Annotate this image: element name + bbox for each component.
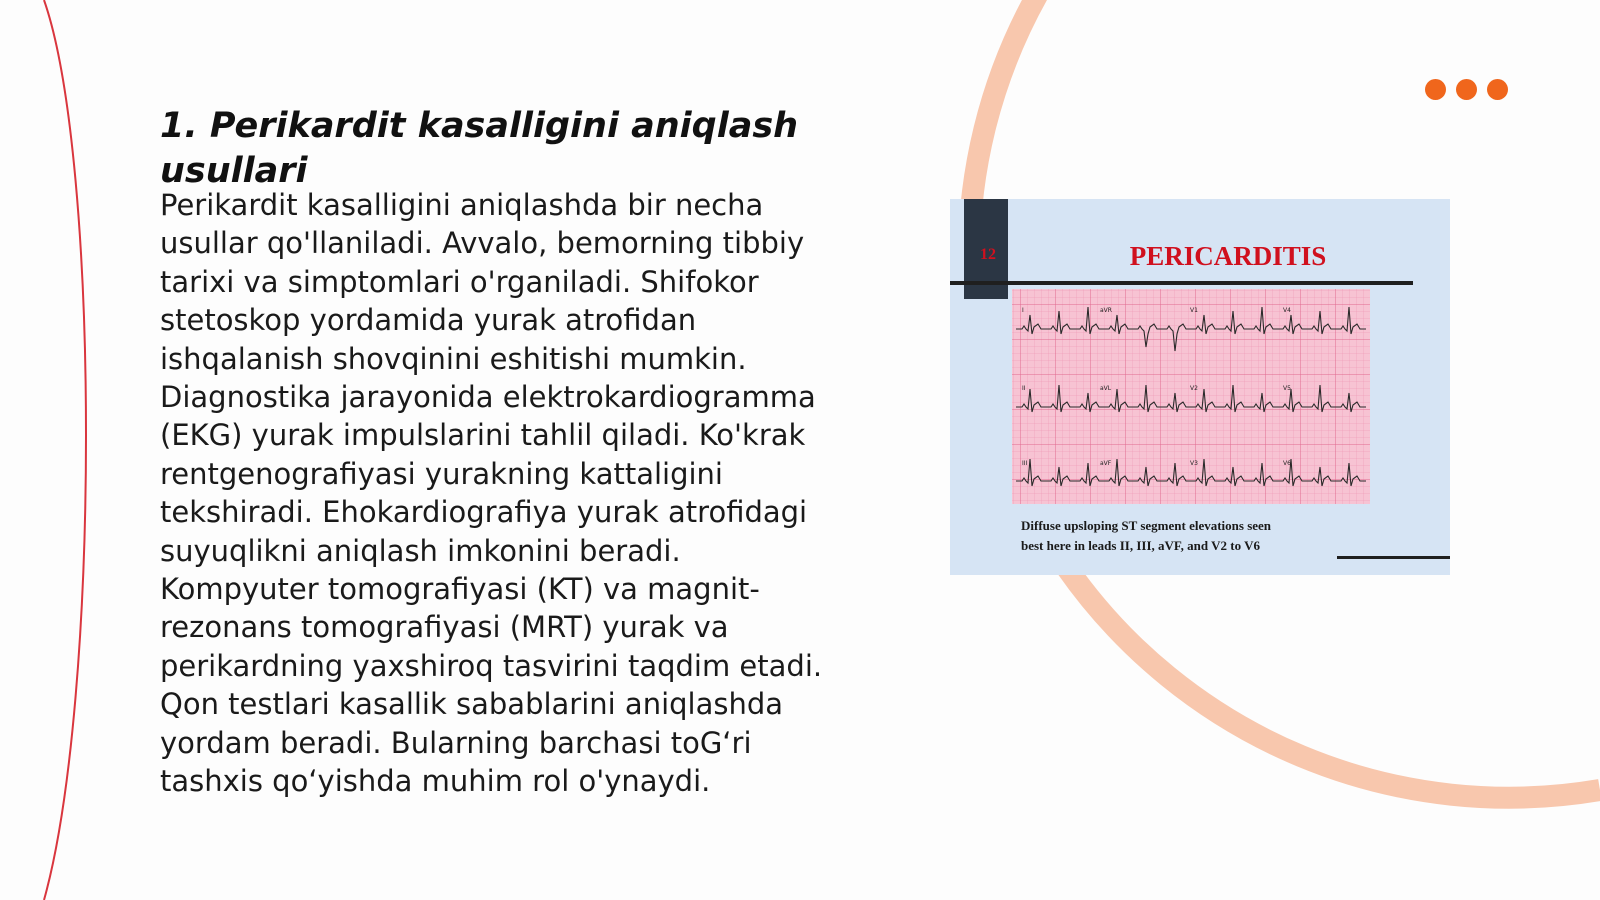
lead-label: aVF	[1100, 460, 1112, 467]
lead-label: V5	[1283, 385, 1291, 392]
lead-label: aVL	[1100, 385, 1112, 392]
figure-title: PERICARDITIS	[1129, 241, 1327, 271]
three-dots-icon	[1425, 79, 1515, 101]
ecg-figure	[950, 199, 1450, 575]
lead-label: V3	[1190, 460, 1198, 467]
lead-label: V1	[1190, 307, 1198, 314]
figure-caption-line-1: Diffuse upsloping ST segment elevations seen	[1021, 518, 1272, 533]
lead-label: II	[1022, 385, 1026, 392]
lead-label: I	[1022, 307, 1024, 314]
figure-slide-number: 12	[980, 246, 996, 263]
slide-body-text: Perikardit kasalligini aniqlashda bir necha usullar qo'llaniladi. Avvalo, bemorning tibbiy tarixi va simptomlari o'rganiladi. Shifokor stetoskop yordamida yurak atrofidan ishqalanish shovqinini eshitishi mumkin. Diagnostika jarayonida elektrokardiogramma (EKG) yurak impulslarini tahlil qiladi. Ko'krak rentgenografiyasi yurakning kattaligini tekshiradi. Ehokardiografiya yurak atrofidagi suyuqlikni aniqlash imkonini beradi. Kompyuter tomografiyasi (KT) va magnit-rezonans tomografiyasi (MRT) yurak va perikardning yaxshiroq tasvirini taqdim etadi. Qon testlari kasallik sabablarini aniqlashda yordam beradi. Bularning barchasi toG‘ri tashxis qo‘yishda muhim rol o'ynaydi.	[160, 188, 823, 799]
dot-3	[1487, 79, 1508, 100]
figure-caption-line-2: best here in leads II, III, aVF, and V2 to V6	[1021, 538, 1260, 553]
lead-label: V4	[1283, 307, 1291, 314]
ecg-grid	[1012, 289, 1370, 504]
dot-2	[1456, 79, 1477, 100]
figure-title-rule	[950, 281, 1413, 285]
slide-title: 1. Perikardit kasalligini aniqlash usullari	[160, 106, 799, 191]
lead-label: V6	[1283, 460, 1291, 467]
dot-1	[1425, 79, 1446, 100]
left-accent-line	[44, 0, 86, 900]
figure-caption-rule	[1337, 556, 1450, 559]
lead-label: III	[1022, 460, 1028, 467]
lead-label: aVR	[1100, 307, 1112, 314]
lead-label: V2	[1190, 385, 1198, 392]
